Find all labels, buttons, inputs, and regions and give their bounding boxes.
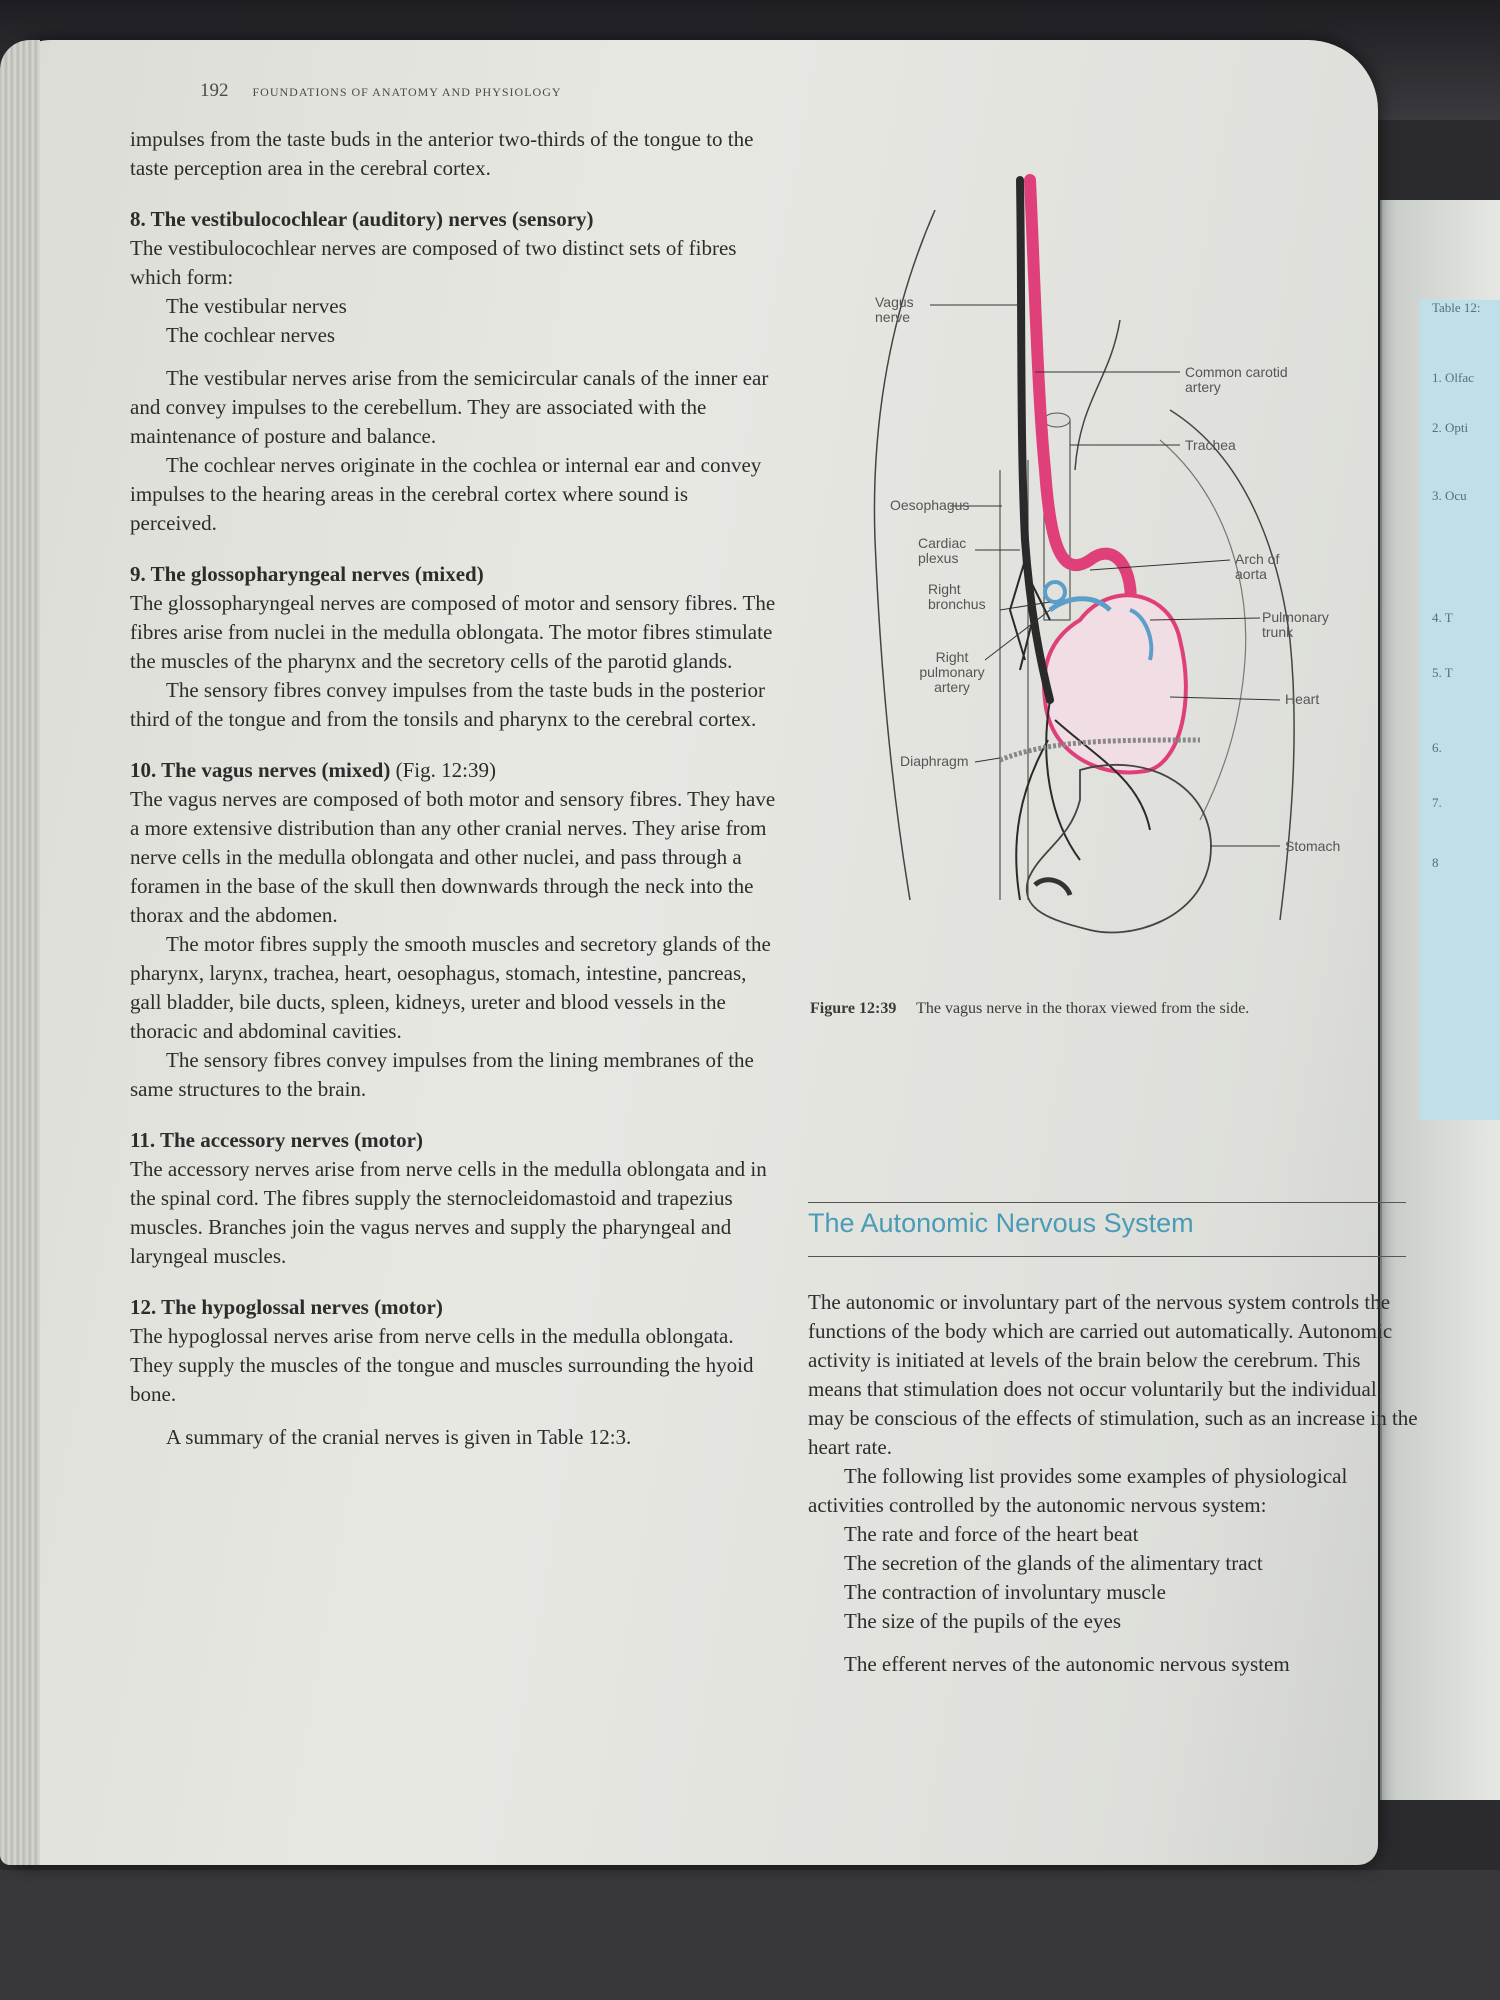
paragraph: The hypoglossal nerves arise from nerve cells in the medulla oblongata. They supply the muscles of the tongue and muscles surrounding the hyoid bone. — [130, 1324, 754, 1406]
adjacent-table-item: 5. T — [1432, 665, 1453, 680]
paragraph: The autonomic or involuntary part of the nervous system controls the functions of the body which are carried out automatically. Autonomic activity is initiated at levels of the brain below the cerebrum. This means that stimulation does not occur voluntarily but the individual may be conscious of the effects of stimulation, such as an increase in the heart rate. — [808, 1290, 1418, 1459]
adjacent-table-title: Table 12: — [1432, 300, 1481, 315]
caption-text: The vagus nerve in the thorax viewed from the side. — [916, 1000, 1250, 1017]
list-item: The contraction of involuntary muscle — [844, 1580, 1166, 1604]
caption-number: Figure 12:39 — [810, 1000, 897, 1017]
page-number: 192 — [200, 80, 229, 101]
heading-glossopharyngeal: 9. The glossopharyngeal nerves (mixed) — [130, 562, 484, 586]
list-item: The vestibular nerves — [166, 294, 347, 318]
paragraph: The accessory nerves arise from nerve cells in the medulla oblongata and in the spinal cord. The fibres supply the sternocleidomastoid and trapezius muscles. Branches join the vagus nerves and supply the pharyngeal and laryngeal muscles. — [130, 1157, 767, 1268]
label-right-pulmonary-artery: Right pulmonary artery — [919, 649, 985, 695]
heading-vagus — [130, 756, 780, 785]
paragraph: The sensory fibres convey impulses from the taste buds in the posterior third of the tongue and from the tonsils and pharynx to the cerebral cortex. — [130, 678, 765, 731]
figure-vagus-nerve — [850, 140, 1370, 960]
adjacent-table-item: 4. T — [1432, 610, 1453, 625]
label-diaphragm: Diaphragm — [900, 753, 969, 769]
stomach-folds — [1035, 880, 1070, 895]
trachea-opening — [1044, 413, 1070, 427]
common-carotid-artery — [1030, 180, 1131, 610]
figure-reference: (Fig. 12:39) — [395, 758, 496, 782]
list-item: The cochlear nerves — [166, 323, 336, 347]
label-vagus-nerve: Vagus nerve — [875, 294, 914, 325]
background-bottom — [0, 1870, 1500, 2000]
paragraph: The cochlear nerves originate in the cochlea or internal ear and convey impulses to the hearing areas in the cerebral cortex where sound is perceived. — [130, 453, 762, 535]
intro-paragraph: impulses from the taste buds in the anterior two-thirds of the tongue to the taste perception area in the cerebral cortex. — [130, 127, 754, 180]
paragraph: The vestibulocochlear nerves are composed of two distinct sets of fibres which form: — [130, 236, 737, 289]
heading-accessory: 11. The accessory nerves (motor) — [130, 1128, 423, 1152]
right-column — [808, 1288, 1418, 1679]
list-item: The rate and force of the heart beat — [844, 1522, 1139, 1546]
label-pulmonary-trunk: Pulmonary trunk — [1262, 609, 1329, 640]
list-item: The secretion of the glands of the alimentary tract — [844, 1551, 1263, 1575]
book-title: FOUNDATIONS OF ANATOMY AND PHYSIOLOGY — [252, 85, 562, 99]
paragraph: The following list provides some examples of physiological activities controlled by the autonomic nervous system: — [808, 1464, 1348, 1517]
adjacent-table-item: 8 — [1432, 855, 1439, 870]
section-rule-bottom — [808, 1256, 1406, 1257]
figure-caption — [810, 1000, 1410, 1018]
left-column — [130, 125, 780, 1452]
adjacent-table-item: 7. — [1432, 795, 1442, 810]
heading-vestibulocochlear: 8. The vestibulocochlear (auditory) nerves (sensory) — [130, 207, 594, 231]
summary-line: A summary of the cranial nerves is given in Table 12:3. — [166, 1425, 632, 1449]
adjacent-table-item: 3. Ocu — [1432, 488, 1467, 503]
paragraph: The motor fibres supply the smooth muscles and secretory glands of the pharynx, larynx, trachea, heart, oesophagus, stomach, intestine, pancreas, gall bladder, bile ducts, spleen, kidneys, ureter and blood vessels in the thoracic and abdominal cavities. — [130, 932, 771, 1043]
running-header — [200, 80, 562, 102]
section-title: The Autonomic Nervous System — [808, 1208, 1194, 1238]
label-stomach: Stomach — [1285, 838, 1341, 854]
paragraph: The efferent nerves of the autonomic nervous system — [844, 1652, 1290, 1676]
label-oesophagus: Oesophagus — [890, 497, 970, 513]
bronchus-vessel — [1045, 582, 1065, 602]
adjacent-table-item: 1. Olfac — [1432, 370, 1474, 385]
page-stack-edge — [0, 40, 40, 1865]
heading-vagus-text: 10. The vagus nerves (mixed) — [130, 758, 391, 782]
label-heart: Heart — [1285, 691, 1320, 707]
paragraph: The vagus nerves are composed of both motor and sensory fibres. They have a more extensive distribution than any other cranial nerves. They arise from nerve cells in the medulla oblongata and other nuclei, and pass through a foramen in the base of the skull then downwards through the neck into the thorax and the abdomen. — [130, 787, 776, 927]
paragraph: The vestibular nerves arise from the semicircular canals of the inner ear and convey impulses to the cerebellum. They are associated with the maintenance of posture and balance. — [130, 366, 769, 448]
heading-hypoglossal: 12. The hypoglossal nerves (motor) — [130, 1295, 443, 1319]
list-item: The size of the pupils of the eyes — [844, 1609, 1121, 1633]
label-trachea: Trachea — [1185, 437, 1236, 453]
label-common-carotid: Common carotid artery — [1185, 364, 1288, 395]
paragraph: The glossopharyngeal nerves are composed of motor and sensory fibres. The fibres arise from nuclei in the medulla oblongata. The motor fibres stimulate the muscles of the pharynx and the secretory cells of the parotid glands. — [130, 591, 776, 673]
adjacent-table-item: 2. Opti — [1432, 420, 1469, 435]
front-outline — [1170, 410, 1294, 920]
label-right-bronchus: Right bronchus — [928, 581, 986, 612]
adjacent-table-item: 6. — [1432, 740, 1442, 755]
label-arch-of-aorta: Arch of aorta — [1235, 551, 1280, 582]
paragraph: The sensory fibres convey impulses from the lining membranes of the same structures to the brain. — [130, 1048, 754, 1101]
label-cardiac-plexus: Cardiac plexus — [918, 535, 967, 566]
stomach-outline — [1027, 765, 1211, 933]
section-rule-top — [808, 1202, 1406, 1203]
neck-outline — [1075, 320, 1120, 470]
